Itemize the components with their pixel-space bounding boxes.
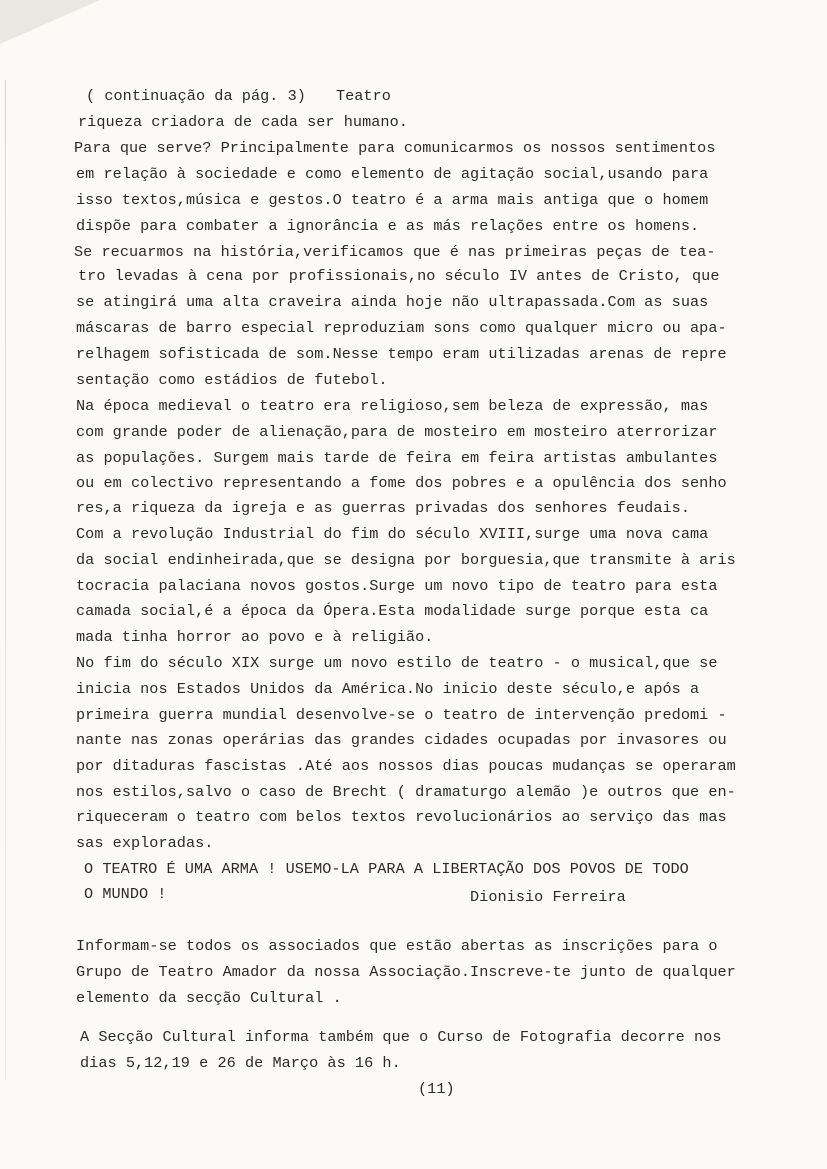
folded-corner xyxy=(0,0,100,44)
article-line: sentação como estádios de futebol. xyxy=(76,371,388,389)
article-heading xyxy=(86,87,391,105)
notice-line: elemento da secção Cultural . xyxy=(76,989,342,1007)
article-line: nante nas zonas operárias das grandes cidades ocupadas por invasores ou xyxy=(76,731,727,749)
article-line: Com a revolução Industrial do fim do século XVIII,surge uma nova cama xyxy=(76,525,709,543)
article-line: da social endinheirada,que se designa por borguesia,que transmite à aris xyxy=(76,551,736,569)
article-line: riqueceram o teatro com belos textos revolucionários ao serviço das mas xyxy=(76,808,727,826)
article-line: inicia nos Estados Unidos da América.No inicio deste século,e após a xyxy=(76,680,700,698)
slogan-line: O TEATRO É UMA ARMA ! USEMO-LA PARA A LIBERTAÇÃO DOS POVOS DE TODO xyxy=(84,860,689,878)
article-line: Se recuarmos na história,verificamos que é nas primeiras peças de tea- xyxy=(74,243,716,261)
page-number: (11) xyxy=(418,1080,455,1098)
article-line: isso textos,música e gestos.O teatro é a arma mais antiga que o homem xyxy=(76,191,709,209)
article-line: as populações. Surgem mais tarde de feira em feira artistas ambulantes xyxy=(76,449,718,467)
article-title: Teatro xyxy=(335,87,391,105)
notice-line: Grupo de Teatro Amador da nossa Associação.Inscreve-te junto de qualquer xyxy=(76,963,736,981)
notice-line: dias 5,12,19 e 26 de Março às 16 h. xyxy=(80,1054,401,1072)
article-line: dispõe para combater a ignorância e as más relações entre os homens. xyxy=(76,217,700,235)
article-line: se atingirá uma alta craveira ainda hoje não ultrapassada.Com as suas xyxy=(76,293,709,311)
article-line: mada tinha horror ao povo e à religião. xyxy=(76,628,434,646)
article-line: Na época medieval o teatro era religioso,sem beleza de expressão, mas xyxy=(76,397,709,415)
article-line: camada social,é a época da Ópera.Esta modalidade surge porque esta ca xyxy=(76,602,709,620)
article-line: em relação à sociedade e como elemento de agitação social,usando para xyxy=(76,165,709,183)
article-line: por ditaduras fascistas .Até aos nossos dias poucas mudanças se operaram xyxy=(76,757,736,775)
article-line: sas exploradas. xyxy=(76,834,214,852)
article-line: Para que serve? Principalmente para comunicarmos os nossos sentimentos xyxy=(74,139,716,157)
article-line: ou em colectivo representando a fome dos pobres e a opulência dos senho xyxy=(76,474,727,492)
notice-line: A Secção Cultural informa também que o Curso de Fotografia decorre nos xyxy=(80,1028,722,1046)
article-line: nos estilos,salvo o caso de Brecht ( dramaturgo alemão )e outros que en- xyxy=(76,783,736,801)
article-line: tro levadas à cena por profissionais,no século IV antes de Cristo, que xyxy=(78,267,720,285)
notice-line: Informam-se todos os associados que estão abertas as inscrições para o xyxy=(76,937,718,955)
article-line: tocracia palaciana novos gostos.Surge um novo tipo de teatro para esta xyxy=(76,577,718,595)
article-line: máscaras de barro especial reproduziam sons como qualquer micro ou apa- xyxy=(76,319,727,337)
continuation-note: ( continuação da pág. 3) xyxy=(86,87,306,105)
article-line: riqueza criadora de cada ser humano. xyxy=(78,113,408,131)
slogan-line: O MUNDO ! xyxy=(84,885,167,903)
author-signature: Dionisio Ferreira xyxy=(470,888,626,906)
page-edge-shadow xyxy=(5,80,6,1080)
article-line: com grande poder de alienação,para de mosteiro em mosteiro aterrorizar xyxy=(76,423,718,441)
article-line: primeira guerra mundial desenvolve-se o teatro de intervenção predomi - xyxy=(76,706,727,724)
article-line: No fim do século XIX surge um novo estilo de teatro - o musical,que se xyxy=(76,654,718,672)
article-line: res,a riqueza da igreja e as guerras privadas dos senhores feudais. xyxy=(76,499,690,517)
article-line: relhagem sofisticada de som.Nesse tempo eram utilizadas arenas de repre xyxy=(76,345,727,363)
